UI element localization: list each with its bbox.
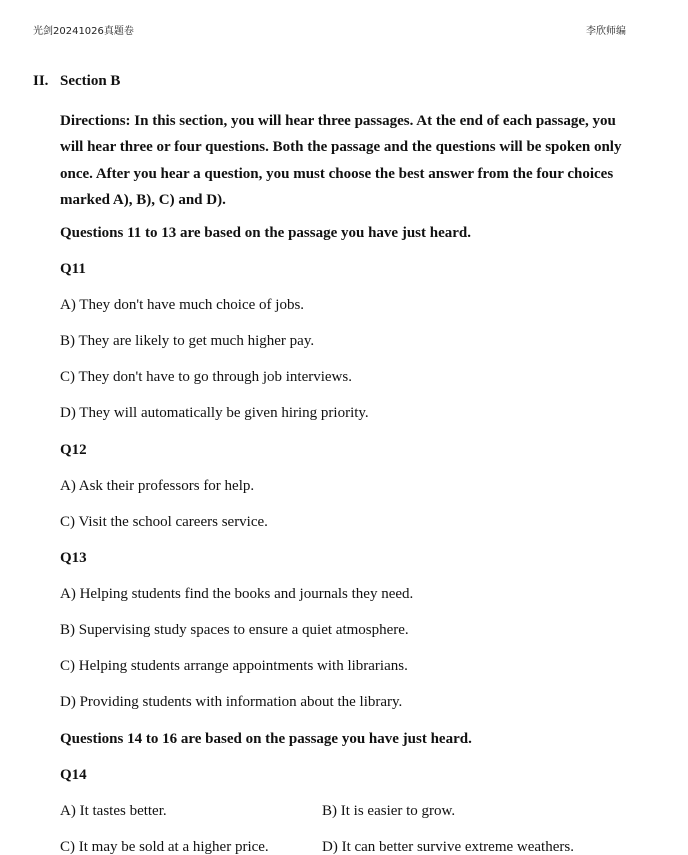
q13-option-a: A) Helping students find the books and journals they need. [60, 586, 414, 602]
q14-option-c: C) It may be sold at a higher price. [60, 839, 269, 855]
q13-option-c: C) Helping students arrange appointments with librarians. [60, 658, 408, 674]
section-number: II. [33, 73, 49, 89]
q13-option-b: B) Supervising study spaces to ensure a quiet atmosphere. [60, 622, 409, 638]
q14-label: Q14 [60, 767, 87, 783]
q12-option-c: C) Visit the school careers service. [60, 514, 268, 530]
group1-intro: Questions 11 to 13 are based on the passage you have just heard. [60, 225, 472, 241]
header-exam-title: 光剑20241026真题卷 [33, 26, 134, 37]
q11-option-b: B) They are likely to get much higher pay. [60, 333, 315, 349]
directions-paragraph: Directions: In this section, you will hear three passages. At the end of each passage, you will hear three or four questions. Both the passage and the questions will be spoken only once. After you hear a question, you must choose the best answer from the four choices marked A), B), C) and D). [60, 113, 622, 208]
q11-option-d: D) They will automatically be given hiring priority. [60, 405, 369, 421]
group2-intro: Questions 14 to 16 are based on the passage you have just heard. [60, 731, 472, 747]
q14-option-a: A) It tastes better. [60, 803, 167, 819]
q12-option-a: A) Ask their professors for help. [60, 478, 255, 494]
q14-option-d: D) It can better survive extreme weathers. [322, 839, 574, 855]
q14-option-b: B) It is easier to grow. [322, 803, 456, 819]
q12-label: Q12 [60, 442, 87, 458]
q11-option-a: A) They don't have much choice of jobs. [60, 297, 305, 313]
q13-option-d: D) Providing students with information about the library. [60, 694, 403, 710]
q11-option-c: C) They don't have to go through job interviews. [60, 369, 352, 385]
q11-label: Q11 [60, 261, 86, 277]
section-title: Section B [60, 73, 121, 89]
header-editor: 李欣师编 [586, 26, 626, 37]
q13-label: Q13 [60, 550, 87, 566]
